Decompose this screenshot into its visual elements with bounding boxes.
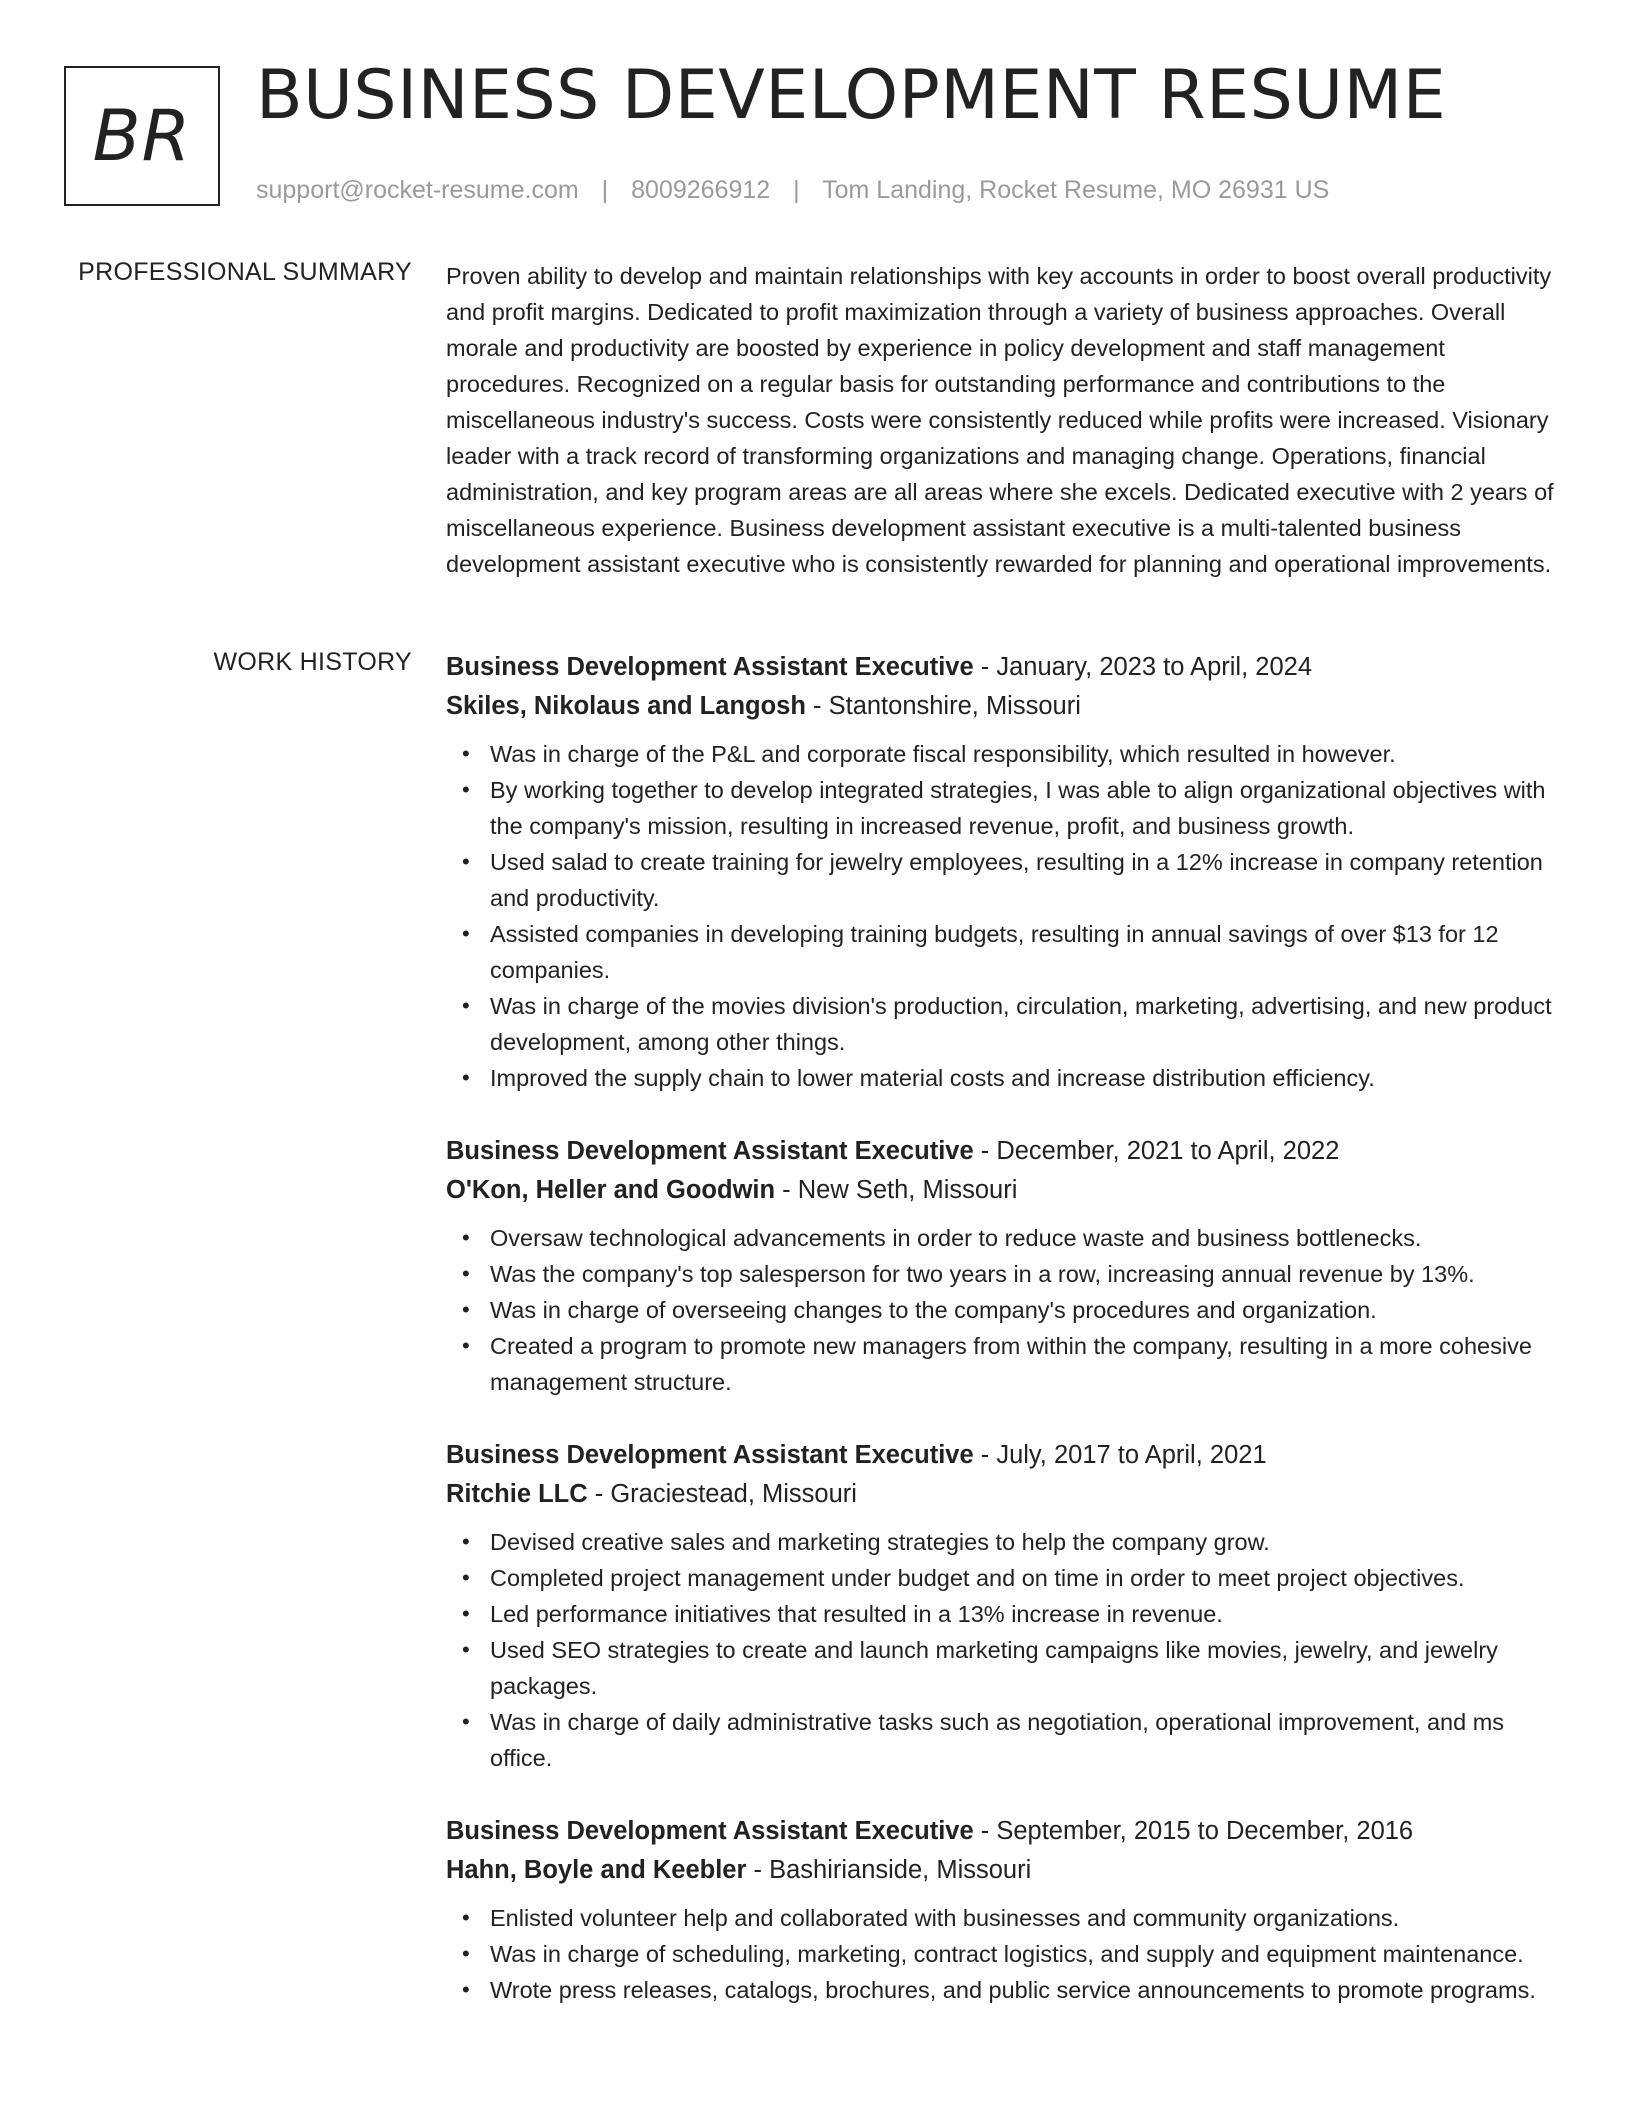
contact-separator: | [793,176,800,204]
job-company-line [446,1171,1562,1210]
job-title: Business Development Assistant Executive [446,1817,974,1845]
job-entry [446,1436,1562,1776]
job-bullets [446,736,1562,1096]
job-bullet: • Devised creative sales and marketing strategies to help the company grow. [490,1524,1562,1560]
contact-email: support@rocket-resume.com [256,176,579,204]
job-entry [446,1132,1562,1400]
job-bullet: • Completed project management under budget and on time in order to meet project objectives. [490,1560,1562,1596]
job-title: Business Development Assistant Executive [446,653,974,681]
monogram-box [64,66,220,206]
job-title-line [446,648,1562,687]
monogram-text: BR [92,95,192,177]
job-title-line [446,1812,1562,1851]
job-bullet: • Enlisted volunteer help and collaborated with businesses and community organizations. [490,1900,1562,1936]
contact-phone: 8009266912 [631,176,771,204]
job-bullet: • Oversaw technological advancements in order to reduce waste and business bottlenecks. [490,1220,1562,1256]
job-bullet: • Was in charge of daily administrative tasks such as negotiation, operational improvement, and ms office. [490,1704,1562,1776]
job-dates: - December, 2021 to April, 2022 [973,1137,1340,1165]
job-bullets [446,1900,1562,2008]
job-company-line [446,1475,1562,1514]
job-bullet: • Created a program to promote new managers from within the company, resulting in a more cohesive management structure. [490,1328,1562,1400]
job-dates: - July, 2017 to April, 2021 [973,1441,1267,1469]
job-bullets [446,1524,1562,1776]
contact-address: Tom Landing, Rocket Resume, MO 26931 US [822,176,1330,204]
job-bullet: • By working together to develop integrated strategies, I was able to align organizational objectives with the company's mission, resulting in increased revenue, profit, and business growth. [490,772,1562,844]
summary-text: Proven ability to develop and maintain relationships with key accounts in order to boost overall productivity and profit margins. Dedicated to profit maximization through a variety of business approaches. Overall morale and productivity are boosted by experience in policy development and staff management procedures. Recognized on a regular basis for outstanding performance and contributions to the miscellaneous industry's success. Costs were consistently reduced while profits were increased. Visionary leader with a track record of transforming organizations and managing change. Operations, financial administration, and key program areas are all areas where she excels. Dedicated executive with 2 years of miscellaneous experience. Business development assistant executive is a multi-talented business development assistant executive who is consistently rewarded for planning and operational improvements. [446,263,1554,577]
job-location: - New Seth, Missouri [775,1176,1018,1204]
job-bullet: • Led performance initiatives that resulted in a 13% increase in revenue. [490,1596,1562,1632]
job-company: Skiles, Nikolaus and Langosh [446,692,806,720]
job-entry [446,648,1562,1096]
job-location: - Bashirianside, Missouri [746,1856,1032,1884]
job-bullet: • Used SEO strategies to create and launch marketing campaigns like movies, jewelry, and jewelry packages. [490,1632,1562,1704]
job-bullet: • Was in charge of scheduling, marketing, contract logistics, and supply and equipment maintenance. [490,1936,1562,1972]
job-title-line [446,1436,1562,1475]
job-company-line [446,1851,1562,1890]
contact-separator: | [601,176,609,204]
job-location: - Graciestead, Missouri [587,1480,857,1508]
job-bullet: • Assisted companies in developing training budgets, resulting in annual savings of over $13 for 12 companies. [490,916,1562,988]
job-company: Hahn, Boyle and Keebler [446,1856,747,1884]
job-title: Business Development Assistant Executive [446,1137,974,1165]
job-bullets [446,1220,1562,1400]
job-bullet: • Was in charge of the P&L and corporate fiscal responsibility, which resulted in however. [490,736,1562,772]
contact-line [256,176,1329,205]
job-dates: - January, 2023 to April, 2024 [973,653,1312,681]
job-title: Business Development Assistant Executive [446,1441,974,1469]
job-bullet: • Was in charge of overseeing changes to the company's procedures and organization. [490,1292,1562,1328]
job-company-line [446,687,1562,726]
summary-body [446,258,1562,582]
job-company: Ritchie LLC [446,1480,588,1508]
job-dates: - September, 2015 to December, 2016 [973,1817,1414,1845]
job-bullet: • Was in charge of the movies division's production, circulation, marketing, advertising, and new product development, among other things. [490,988,1562,1060]
job-title-line [446,1132,1562,1171]
summary-label: PROFESSIONAL SUMMARY [78,258,412,286]
job-entry [446,1812,1562,2008]
work-history-label: WORK HISTORY [213,648,412,676]
resume-title: BUSINESS DEVELOPMENT RESUME [256,56,1447,135]
job-location: - Stantonshire, Missouri [805,692,1081,720]
job-company: O'Kon, Heller and Goodwin [446,1176,776,1204]
job-bullet: • Used salad to create training for jewelry employees, resulting in a 12% increase in company retention and productivity. [490,844,1562,916]
job-bullet: • Was the company's top salesperson for two years in a row, increasing annual revenue by 13%. [490,1256,1562,1292]
job-bullet: • Wrote press releases, catalogs, brochures, and public service announcements to promote programs. [490,1972,1562,2008]
work-history-body [446,648,1562,2044]
job-bullet: • Improved the supply chain to lower material costs and increase distribution efficiency. [490,1060,1562,1096]
